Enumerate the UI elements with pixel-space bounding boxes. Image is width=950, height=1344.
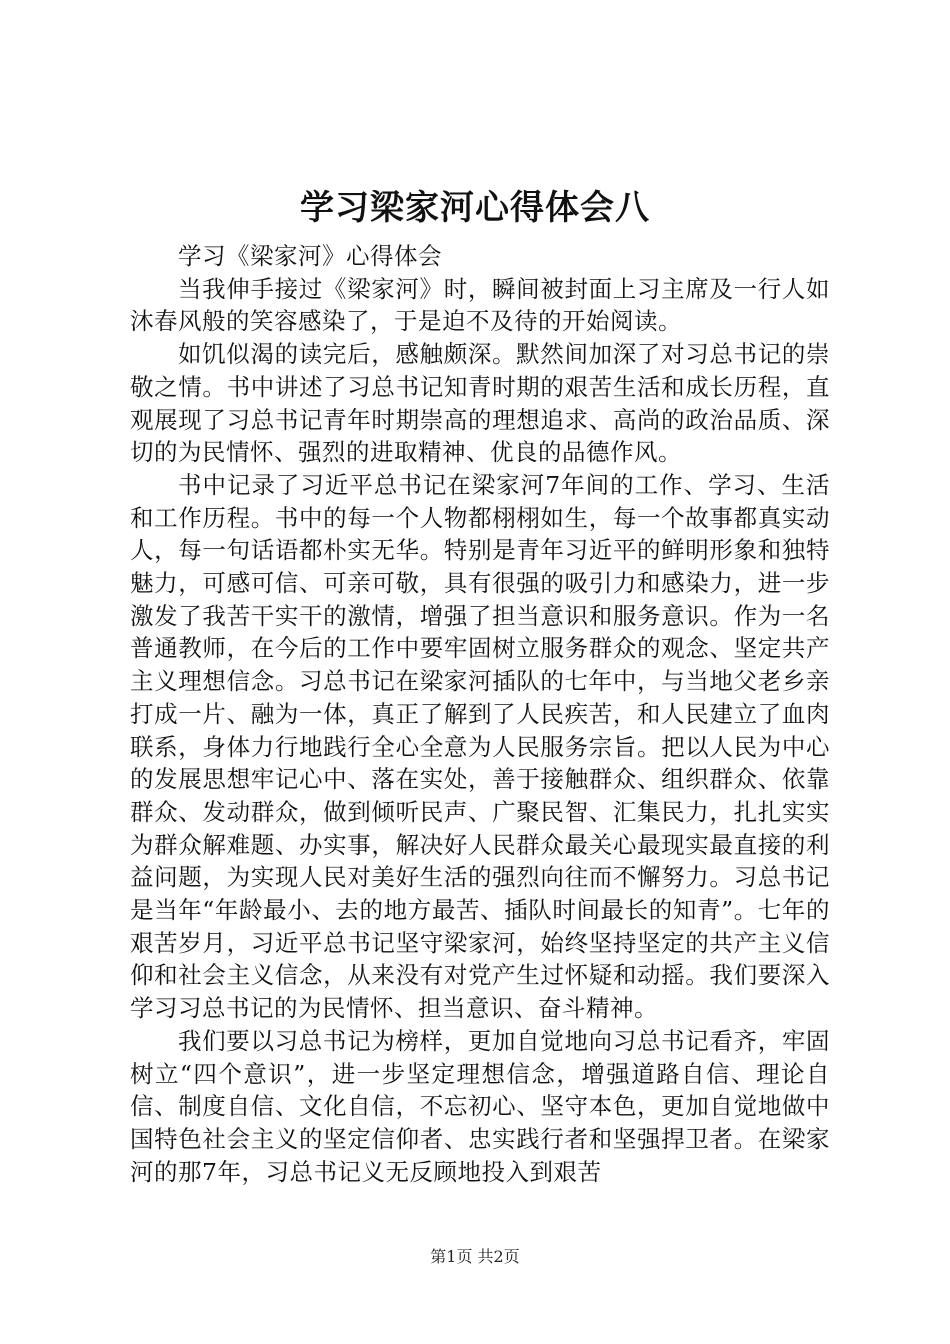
paragraph-2: 如饥似渴的读完后，感触颇深。默然间加深了对习总书记的崇敬之情。书中讲述了习总书记知青时期的艰苦生活和成长历程，直观展现了习总书记青年时期崇高的理想追求、高尚的政治品质、深切的为民情怀、强烈的进取精神、优良的品德作风。 — [130, 340, 830, 467]
page-footer — [0, 1246, 950, 1268]
paragraph-3: 书中记录了习近平总书记在梁家河7年间的工作、学习、生活和工作历程。书中的每一个人物都栩栩如生，每一个故事都真实动人，每一句话语都朴实无华。特别是青年习近平的鲜明形象和独特魅力，可感可信、可亲可敬，具有很强的吸引力和感染力，进一步激发了我苦干实干的激情，增强了担当意识和服务意识。作为一名普通教师，在今后的工作中要牢固树立服务群众的观念、坚定共产主义理想信念。习总书记在梁家河插队的七年中，与当地父老乡亲打成一片、融为一体，真正了解到了人民疾苦，和人民建立了血肉联系，身体力行地践行全心全意为人民服务宗旨。把以人民为中心的发展思想牢记心中、落在实处，善于接触群众、组织群众、依靠群众、发动群众，做到倾听民声、广聚民智、汇集民力，扎扎实实为群众解难题、办实事，解决好人民群众最关心最现实最直接的利益问题，为实现人民对美好生活的强烈向往而不懈努力。习总书记是当年“年龄最小、去的地方最苦、插队时间最长的知青”。七年的艰苦岁月，习近平总书记坚守梁家河，始终坚持坚定的共产主义信仰和社会主义信念，从来没有对党产生过怀疑和动摇。我们要深入学习习总书记的为民情怀、担当意识、奋斗精神。 — [130, 470, 830, 1023]
page-number: 第1页 共2页 — [430, 1247, 520, 1266]
document-body — [130, 240, 830, 1188]
paragraph-1: 当我伸手接过《梁家河》时，瞬间被封面上习主席及一行人如沐春风般的笑容感染了，于是迫不及待的开始阅读。 — [130, 274, 830, 336]
paragraph-4: 我们要以习总书记为榜样，更加自觉地向习总书记看齐，牢固树立“四个意识”，进一步坚定理想信念，增强道路自信、理论自信、制度自信、文化自信，不忘初心、坚守本色，更加自觉地做中国特色社会主义的坚定信仰者、忠实践行者和坚强捍卫者。在梁家河的那7年，习总书记义无反顾地投入到艰苦 — [130, 1026, 830, 1186]
paragraph-subtitle: 学习《梁家河》心得体会 — [178, 242, 442, 270]
document-title: 学习梁家河心得体会八 — [300, 188, 650, 228]
